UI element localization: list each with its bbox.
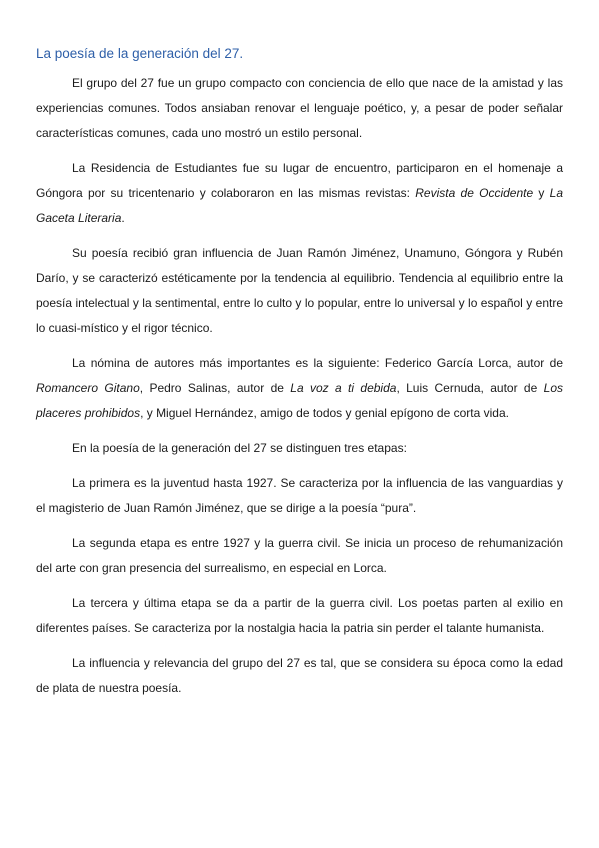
text-run: . [121, 211, 125, 225]
document-title: La poesía de la generación del 27. [36, 46, 244, 61]
paragraph-stage-two: La segunda etapa es entre 1927 y la guerra civil. Se inicia un proceso de rehumanización del arte con gran presencia del surrealismo, en especial en Lorca. [36, 536, 563, 575]
text-run: La nómina de autores más importantes es la siguiente: Federico García Lorca, autor de [72, 356, 563, 370]
paragraph-influences: Su poesía recibió gran influencia de Juan Ramón Jiménez, Unamuno, Góngora y Rubén Darío, y se caracterizó estéticamente por la tendencia al equilibrio. Tendencia al equilibrio entre la poesía intelectual y la sentimental, entre lo culto y lo popular, entre lo universal y lo español y entre lo cuasi-místico y el rigor técnico. [36, 246, 563, 335]
journal-title-occidente: Revista de Occidente [415, 186, 534, 200]
book-title-placeres: Los placeres prohibidos [36, 381, 563, 420]
text-run: , Pedro Salinas, autor de [139, 381, 291, 395]
book-title-romancero: Romancero Gitano [36, 381, 140, 395]
text-run: y [533, 186, 550, 200]
paragraph-residencia [36, 156, 563, 231]
text-run: , Luis Cernuda, autor de [396, 381, 544, 395]
paragraph-group-intro: El grupo del 27 fue un grupo compacto con conciencia de ello que nace de la amistad y las experiencias comunes. Todos ansiaban renovar el lenguaje poético, y, a pesar de poder señalar características comunes, cada uno mostró un estilo personal. [36, 76, 563, 140]
paragraph-stages-intro: En la poesía de la generación del 27 se distinguen tres etapas: [72, 441, 407, 455]
text-run: , y Miguel Hernández, amigo de todos y genial epígono de corta vida. [140, 406, 509, 420]
paragraph-conclusion: La influencia y relevancia del grupo del 27 es tal, que se considera su época como la edad de plata de nuestra poesía. [36, 656, 563, 695]
text-run: La Residencia de Estudiantes fue su lugar de encuentro, participaron en el homenaje a Góngora por su tricentenario y colaboraron en las mismas revistas: [36, 161, 563, 200]
paragraph-stage-one: La primera es la juventud hasta 1927. Se caracteriza por la influencia de las vanguardias y el magisterio de Juan Ramón Jiménez, que se dirige a la poesía “pura”. [36, 476, 563, 515]
book-title-la-voz: La voz a ti debida [290, 381, 397, 395]
paragraph-authors [36, 351, 563, 426]
journal-title-gaceta: La Gaceta Literaria [36, 186, 564, 225]
paragraph-stage-three: La tercera y última etapa se da a partir de la guerra civil. Los poetas parten al exilio en diferentes países. Se caracteriza por la nostalgia hacia la patria sin perder el talante humanista. [36, 596, 563, 635]
